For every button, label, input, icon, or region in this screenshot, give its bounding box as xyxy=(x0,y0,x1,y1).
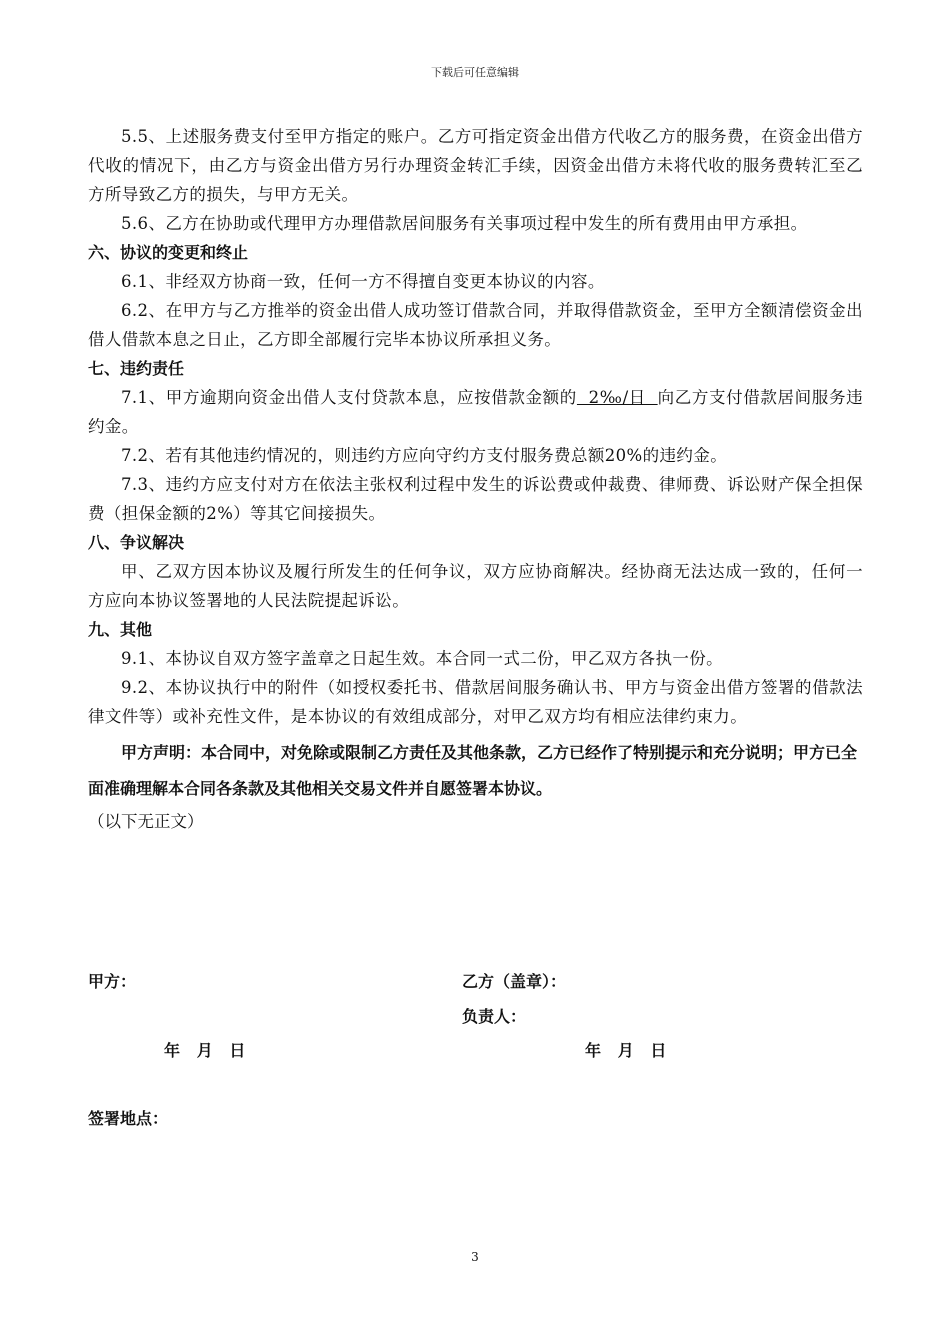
page-number: 3 xyxy=(471,1250,479,1264)
end-note: （以下无正文） xyxy=(88,812,204,831)
clause-7-1 xyxy=(88,383,863,441)
clause-6-2: 6.2、在甲方与乙方推举的资金出借人成功签订借款合同，并取得借款资金，至甲方全额清偿资金出借人借款本息之日止，乙方即全部履行完毕本协议所承担义务。 xyxy=(88,301,863,349)
party-a-label: 甲方： xyxy=(88,972,137,991)
clause-5-5: 5.5、上述服务费支付至甲方指定的账户。乙方可指定资金出借方代收乙方的服务费，在资金出借方代收的情况下，由乙方与资金出借方另行办理资金转汇手续，因资金出借方未将代收的服务费转汇至乙方所导致乙方的损失，与甲方无关。 xyxy=(88,127,863,204)
clause-7-2: 7.2、若有其他违约情况的，则违约方应向守约方支付服务费总额20%的违约金。 xyxy=(121,446,728,465)
clause-9-2: 9.2、本协议执行中的附件（如授权委托书、借款居间服务确认书、甲方与资金出借方签署的借款法律文件等）或补充性文件，是本协议的有效组成部分，对甲乙双方均有相应法律约束力。 xyxy=(88,678,863,726)
clause-5-6: 5.6、乙方在协助或代理甲方办理借款居间服务有关事项过程中发生的所有费用由甲方承担。 xyxy=(121,214,808,233)
section-6-heading: 六、协议的变更和终止 xyxy=(88,243,249,262)
signing-place-label: 签署地点： xyxy=(88,1109,169,1128)
clause-6-1: 6.1、非经双方协商一致，任何一方不得擅自变更本协议的内容。 xyxy=(121,272,605,291)
section-7-heading: 七、违约责任 xyxy=(88,359,185,378)
party-b-date: 年 月 日 xyxy=(585,1041,667,1060)
section-8-heading: 八、争议解决 xyxy=(88,533,185,552)
responsible-person-label: 负责人： xyxy=(462,1007,527,1026)
party-b-label: 乙方（盖章）： xyxy=(462,972,567,991)
party-a-declaration: 甲方声明：本合同中，对免除或限制乙方责任及其他条款，乙方已经作了特别提示和充分说明；甲方已全面准确理解本合同各条款及其他相关交易文件并自愿签署本协议。 xyxy=(88,743,858,798)
section-9-heading: 九、其他 xyxy=(88,620,153,639)
clause-7-1-start: 7.1、甲方逾期向资金出借人支付贷款本息，应按借款金额的 xyxy=(121,388,577,407)
clause-7-3: 7.3、违约方应支付对方在依法主张权利过程中发生的诉讼费或仲裁费、律师费、诉讼财产保全担保费（担保金额的2%）等其它间接损失。 xyxy=(88,475,863,523)
party-a-date: 年 月 日 xyxy=(164,1041,246,1060)
document-body xyxy=(88,122,863,837)
penalty-rate: 2‰/日 xyxy=(576,388,658,407)
clause-8: 甲、乙双方因本协议及履行所发生的任何争议，双方应协商解决。经协商无法达成一致的，任何一方应向本协议签署地的人民法院提起诉讼。 xyxy=(88,562,863,610)
clause-9-1: 9.1、本协议自双方签字盖章之日起生效。本合同一式二份，甲乙双方各执一份。 xyxy=(121,649,724,668)
page-header: 下载后可任意编辑 xyxy=(431,66,519,79)
clause-7-1-end: 向乙方支付借款居间服务违约金。 xyxy=(88,388,863,436)
